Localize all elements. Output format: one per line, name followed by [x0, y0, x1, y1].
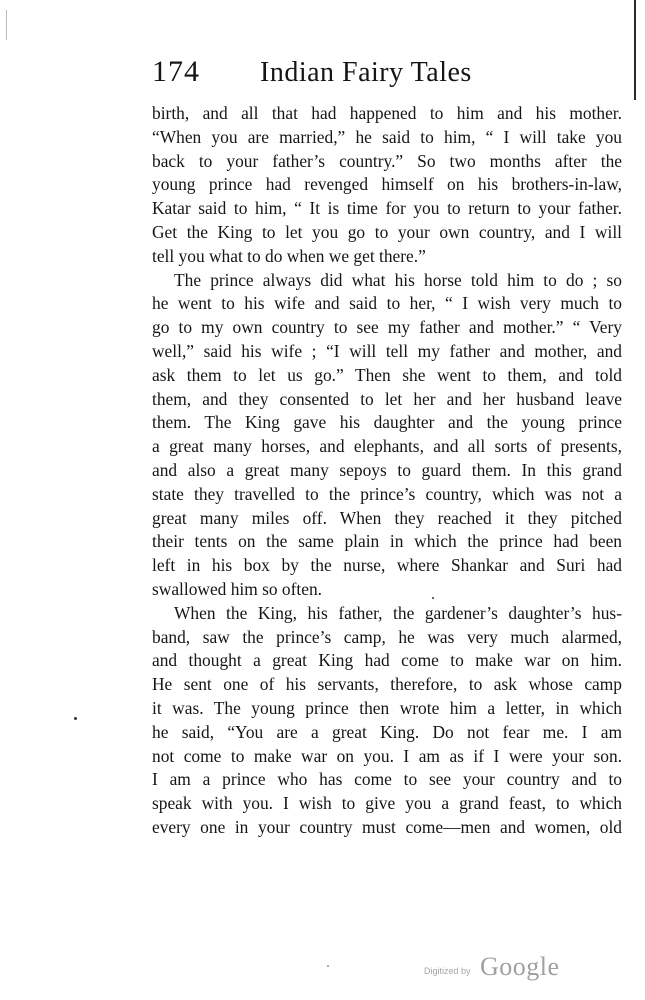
text-line: tell you what to do when we get there.”	[152, 245, 426, 266]
text-line: birth, and all that had happened to him and his mother.	[152, 103, 622, 123]
running-title: Indian Fairy Tales	[260, 57, 472, 88]
body-text	[152, 102, 622, 840]
text-line: speak with you. I wish to give you a grand feast, to which	[152, 793, 622, 814]
text-line: He sent one of his servants, therefore, to ask whose camp	[152, 674, 622, 695]
text-line: well,” said his wife ; “I will tell my father and mother, and	[152, 340, 622, 361]
text-line: them, and they consented to let her and her husband leave	[152, 388, 622, 409]
text-line: When the King, his father, the gardener’s daughter’s hus-	[174, 602, 622, 623]
text-line: ask them to let us go.” Then she went to them, and told	[152, 364, 622, 385]
text-line: band, saw the prince’s camp, he was very much alarmed,	[152, 626, 622, 647]
text-line: young prince had revenged himself on his brothers-in-law,	[152, 174, 622, 195]
scan-edge-mark	[634, 0, 636, 100]
text-line: great many miles off. When they reached it they pitched	[152, 507, 622, 528]
text-line: and thought a great King had come to make war on him.	[152, 650, 622, 671]
text-line: left in his box by the nurse, where Shankar and Suri had	[152, 555, 622, 576]
page-header	[152, 55, 622, 99]
text-line: I am a prince who has come to see your country and to	[152, 769, 622, 790]
scan-speck	[327, 965, 329, 967]
text-line: their tents on the same plain in which the prince had been	[152, 531, 622, 552]
watermark-prefix: Digitized by	[424, 966, 471, 976]
text-line: swallowed him so often.	[152, 578, 323, 599]
text-line: a great many horses, and elephants, and all sorts of presents,	[152, 436, 622, 457]
text-line: them. The King gave his daughter and the young prince	[152, 412, 622, 433]
text-line: The prince always did what his horse told him to do ; so	[174, 269, 622, 290]
scan-edge-mark-left	[6, 10, 7, 40]
text-line: back to your father’s country.” So two months after the	[152, 150, 622, 171]
text-line: he went to his wife and said to her, “ I wish very much to	[152, 293, 622, 314]
text-line: he said, “You are a great King. Do not fear me. I am	[152, 721, 622, 742]
text-line: Get the King to let you go to your own country, and I will	[152, 221, 622, 242]
text-line: every one in your country must come—men and women, old	[152, 816, 622, 837]
text-line: state they travelled to the prince’s country, which was not a	[152, 483, 622, 504]
page-number: 174	[152, 55, 200, 88]
text-line: it was. The young prince then wrote him a letter, in which	[152, 697, 622, 718]
google-logo: Google	[480, 952, 560, 981]
scan-speck	[432, 597, 434, 599]
text-line: Katar said to him, “ It is time for you to return to your father.	[152, 198, 622, 219]
digitized-by-google-watermark	[424, 952, 624, 988]
text-line: not come to make war on you. I am as if I were your son.	[152, 745, 622, 766]
scan-speck	[74, 717, 77, 720]
text-line: “When you are married,” he said to him, “ I will take you	[152, 126, 622, 147]
text-line: and also a great many sepoys to guard them. In this grand	[152, 459, 622, 480]
text-line: go to my own country to see my father and mother.” “ Very	[152, 317, 622, 338]
